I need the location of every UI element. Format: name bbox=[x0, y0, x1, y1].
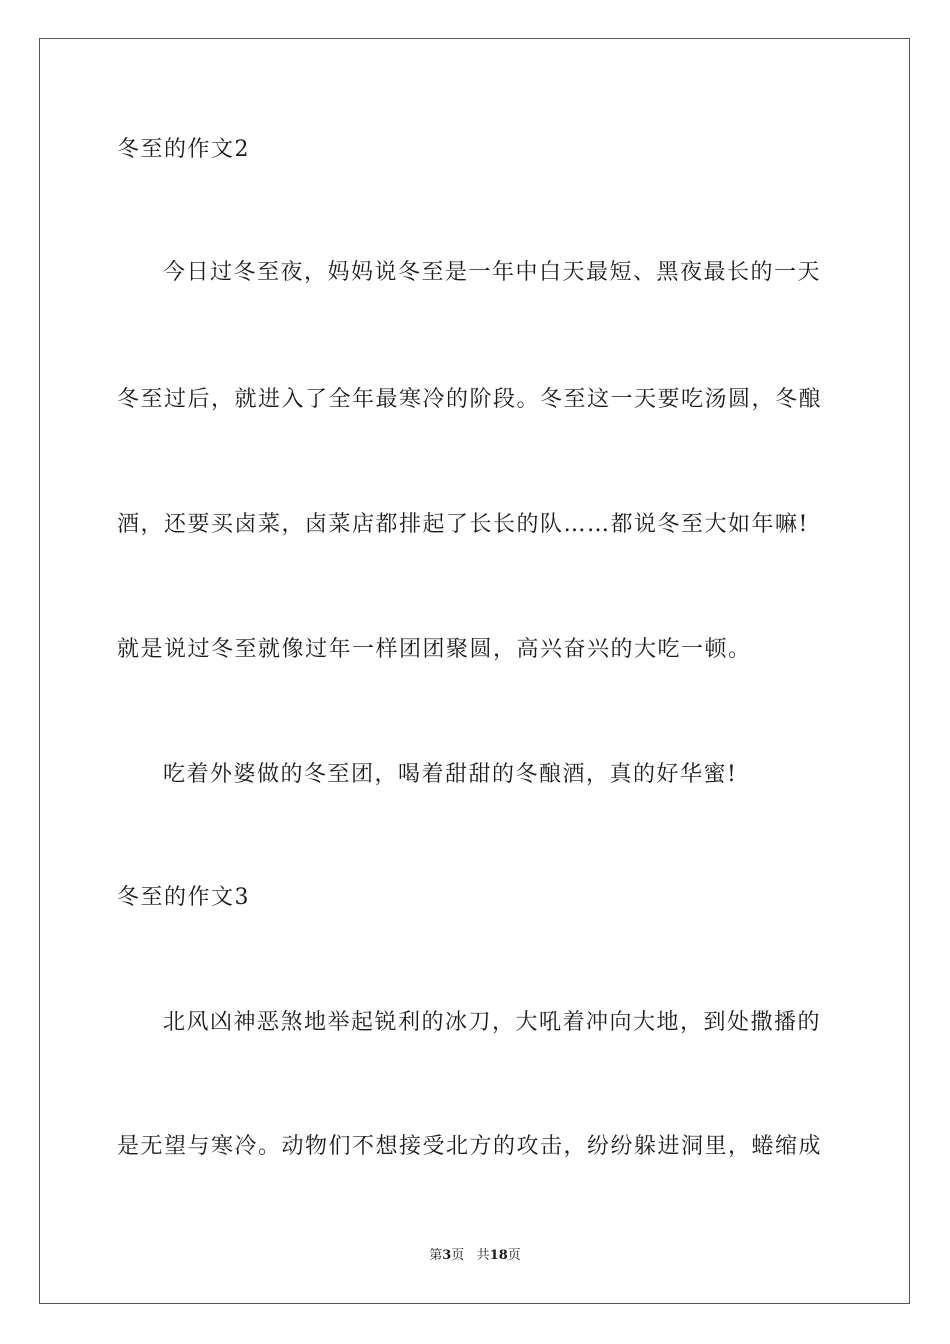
section-heading: 冬至的作文3 bbox=[117, 885, 250, 910]
paragraph-line: 就是说过冬至就像过年一样团团聚圆，高兴奋兴的大吃一顿。 bbox=[117, 637, 752, 662]
paragraph-line: 冬至过后，就进入了全年最寒冷的阶段。冬至这一天要吃汤圆，冬酿 bbox=[117, 387, 823, 412]
page-prefix: 第 bbox=[429, 1248, 443, 1263]
paragraph-line: 今日过冬至夜，妈妈说冬至是一年中白天最短、黑夜最长的一天 bbox=[163, 260, 822, 285]
page-suffix: 页 bbox=[451, 1248, 465, 1263]
total-pages: 18 bbox=[489, 1248, 508, 1263]
paragraph-line: 酒，还要买卤菜，卤菜店都排起了长长的队……都说冬至大如年嘛! bbox=[117, 512, 809, 537]
paragraph-line: 是无望与寒冷。动物们不想接受北方的攻击，纷纷躲进洞里，蜷缩成 bbox=[117, 1134, 823, 1159]
paragraph-line: 北风凶神恶煞地举起锐利的冰刀，大吼着冲向大地，到处撒播的 bbox=[163, 1010, 822, 1035]
total-suffix: 页 bbox=[507, 1248, 521, 1263]
page-border bbox=[39, 38, 910, 1304]
total-prefix: 共 bbox=[476, 1248, 490, 1263]
section-heading: 冬至的作文2 bbox=[117, 137, 250, 162]
page-number: 3 bbox=[442, 1248, 452, 1263]
page-footer bbox=[0, 1247, 950, 1265]
paragraph-line: 吃着外婆做的冬至团，喝着甜甜的冬酿酒，真的好华蜜! bbox=[163, 762, 738, 787]
